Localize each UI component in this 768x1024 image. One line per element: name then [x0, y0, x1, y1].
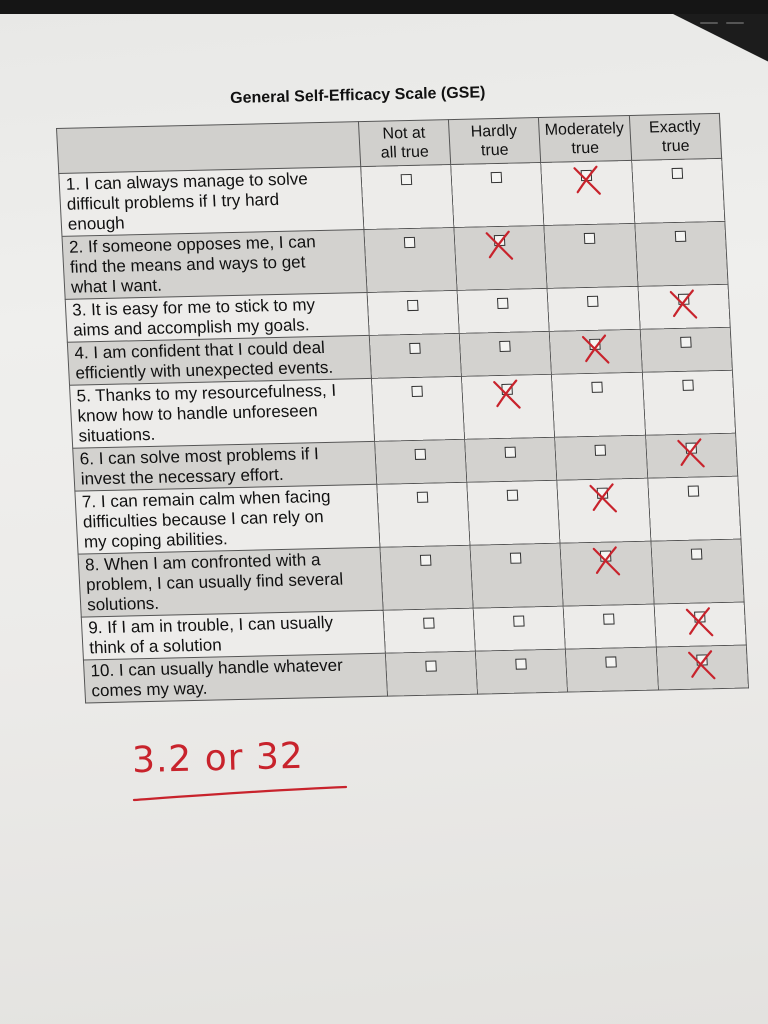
red-x-mark-icon	[582, 481, 624, 516]
header-hardly-true: Hardly true	[448, 118, 540, 165]
item-text-line: invest the necessary effort.	[80, 464, 285, 489]
response-cell[interactable]	[450, 163, 543, 228]
response-cell[interactable]	[377, 482, 470, 547]
response-cell[interactable]	[361, 165, 454, 230]
item-text	[65, 292, 369, 342]
response-cell[interactable]	[461, 374, 554, 439]
item-text-line: aims and accomplish my goals.	[72, 315, 310, 340]
item-text-line: 8. When I am confronted with a	[84, 550, 321, 575]
response-cell[interactable]	[371, 376, 464, 441]
checkbox[interactable]	[414, 449, 426, 460]
checkbox[interactable]	[407, 300, 419, 311]
response-cell[interactable]	[560, 541, 654, 606]
item-text-line: 5. Thanks to my resourcefulness, I	[76, 380, 337, 406]
item-text	[62, 230, 367, 300]
checkbox[interactable]	[687, 486, 699, 497]
checkbox[interactable]	[513, 616, 525, 627]
response-cell[interactable]	[385, 651, 477, 696]
response-cell[interactable]	[457, 288, 549, 333]
header-exactly-true: Exactly true	[629, 113, 722, 160]
page-title: General Self-Efficacy Scale (GSE)	[230, 84, 486, 107]
response-cell[interactable]	[367, 290, 459, 335]
red-x-mark-icon	[566, 164, 608, 199]
item-text-line: comes my way.	[91, 678, 208, 701]
response-cell[interactable]	[631, 158, 724, 223]
checkbox[interactable]	[490, 172, 502, 183]
response-cell[interactable]	[645, 433, 737, 478]
item-text	[81, 610, 385, 660]
item-text-line: my coping abilities.	[83, 529, 229, 552]
response-cell[interactable]	[554, 435, 647, 480]
red-x-mark-icon	[575, 332, 617, 367]
item-text	[78, 547, 383, 617]
item-text-line: difficult problems if I try hard	[66, 189, 280, 214]
item-text-line: enough	[67, 213, 126, 234]
red-x-mark-icon	[671, 436, 713, 471]
red-x-mark-icon	[479, 229, 521, 264]
red-x-mark-icon	[663, 287, 705, 322]
response-cell[interactable]	[549, 329, 642, 374]
header-not-at-all-true: Not at all true	[358, 120, 450, 167]
response-cell[interactable]	[454, 225, 547, 290]
item-text-line: 10. I can usually handle whatever	[90, 655, 344, 681]
item-text	[75, 484, 380, 554]
item-text-line: efficiently with unexpected events.	[74, 357, 334, 383]
checkbox[interactable]	[592, 382, 604, 393]
checkbox[interactable]	[680, 337, 692, 348]
checkbox[interactable]	[409, 343, 421, 354]
red-x-mark-icon	[681, 648, 723, 683]
item-text-line: know how to handle unforeseen	[77, 401, 319, 426]
response-cell[interactable]	[654, 602, 746, 647]
checkbox[interactable]	[595, 445, 607, 456]
response-cell[interactable]	[656, 645, 748, 690]
item-text-line: solutions.	[86, 593, 160, 615]
checkbox[interactable]	[584, 233, 596, 244]
item-text-line: 2. If someone opposes me, I can	[68, 232, 317, 257]
item-text-line: think of a solution	[88, 635, 223, 658]
checkbox[interactable]	[423, 618, 435, 629]
checkbox[interactable]	[515, 658, 527, 669]
checkbox[interactable]	[606, 656, 618, 667]
checkbox[interactable]	[691, 548, 703, 559]
item-text-line: what I want.	[70, 275, 163, 297]
response-cell[interactable]	[647, 476, 740, 541]
item-text	[59, 167, 364, 237]
response-cell[interactable]	[383, 608, 475, 653]
item-text	[67, 335, 371, 385]
checkbox[interactable]	[603, 613, 615, 624]
response-cell[interactable]	[375, 439, 467, 484]
response-cell[interactable]	[642, 370, 735, 435]
item-text-line: difficulties because I can rely on	[82, 507, 325, 532]
item-text-line: 3. It is easy for me to stick to my	[71, 295, 316, 320]
paper-fold-marks	[700, 22, 746, 28]
header-moderately-true: Moderately true	[538, 115, 631, 162]
response-cell[interactable]	[557, 478, 651, 543]
checkbox[interactable]	[499, 341, 511, 352]
item-text-line: 4. I am confident that I could deal	[73, 337, 326, 363]
checkbox[interactable]	[420, 555, 432, 566]
response-cell[interactable]	[551, 372, 645, 437]
checkbox[interactable]	[411, 386, 423, 397]
response-cell[interactable]	[565, 647, 658, 692]
response-cell[interactable]	[651, 539, 744, 604]
red-x-mark-icon	[486, 377, 528, 412]
checkbox[interactable]	[587, 296, 599, 307]
header-item-column	[57, 122, 361, 174]
checkbox[interactable]	[682, 380, 694, 391]
background-edge	[0, 0, 768, 14]
item-text-line: 1. I can always manage to solve	[65, 169, 309, 194]
checkbox[interactable]	[510, 553, 522, 564]
gse-table	[56, 113, 749, 704]
response-cell[interactable]	[464, 437, 556, 482]
response-cell[interactable]	[473, 606, 565, 651]
red-x-mark-icon	[585, 544, 627, 579]
response-cell[interactable]	[547, 286, 640, 331]
checkbox[interactable]	[506, 490, 518, 501]
item-text	[83, 653, 387, 703]
response-cell[interactable]	[475, 649, 567, 694]
checkbox[interactable]	[425, 661, 437, 672]
item-text-line: 7. I can remain calm when facing	[81, 486, 331, 512]
checkbox[interactable]	[497, 298, 509, 309]
item-text-line: 6. I can solve most problems if I	[79, 444, 320, 469]
item-text-line: find the means and ways to get	[69, 252, 306, 277]
checkbox[interactable]	[675, 231, 687, 242]
handwritten-underline	[130, 782, 350, 806]
checkbox[interactable]	[417, 492, 429, 503]
response-cell[interactable]	[635, 221, 728, 286]
checkbox[interactable]	[504, 447, 516, 458]
item-text-line: problem, I can usually find several	[85, 569, 344, 595]
response-cell[interactable]	[541, 160, 635, 225]
response-cell[interactable]	[364, 228, 457, 293]
handwritten-score: 3.2 or 32	[131, 735, 305, 782]
response-cell[interactable]	[470, 543, 563, 608]
response-cell[interactable]	[563, 604, 656, 649]
response-cell[interactable]	[466, 480, 559, 545]
checkbox[interactable]	[400, 174, 412, 185]
red-x-mark-icon	[679, 605, 721, 640]
response-cell[interactable]	[380, 545, 473, 610]
checkbox[interactable]	[671, 168, 683, 179]
response-cell[interactable]	[369, 333, 461, 378]
response-cell[interactable]	[638, 284, 730, 329]
response-cell[interactable]	[544, 223, 638, 288]
item-text-line: 9. If I am in trouble, I can usually	[87, 612, 334, 638]
item-text	[70, 378, 375, 448]
response-cell[interactable]	[640, 327, 732, 372]
response-cell[interactable]	[459, 331, 551, 376]
item-text-line: situations.	[78, 424, 156, 446]
item-text	[73, 441, 377, 491]
checkbox[interactable]	[404, 237, 416, 248]
